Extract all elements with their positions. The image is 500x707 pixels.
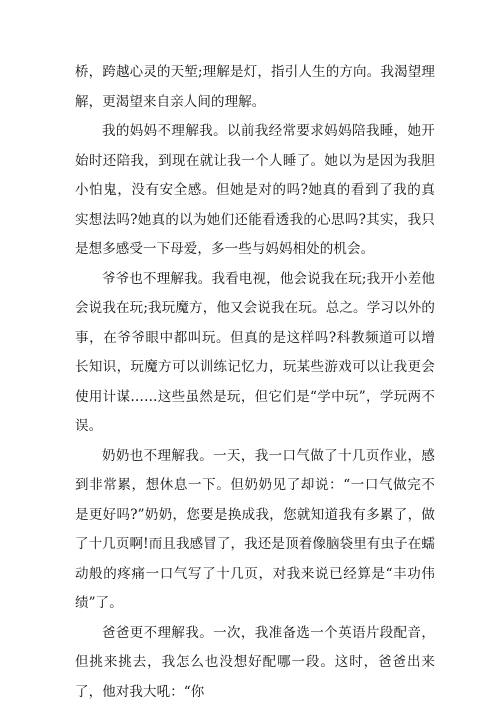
paragraph-4: 奶奶也不理解我。一天，我一口气做了十几页作业，感到非常累，想休息一下。但奶奶见了却说：“一口气做完不是更好吗?”奶奶，您要是换成我，您就知道我有多累了，做了十几页啊!而且我感冒了，我还是顶着像脑袋里有虫子在蠕动般的疼痛一口气写了十几页，对我来说已经算是“丰功伟绩”了。 xyxy=(75,442,435,619)
paragraph-3: 爷爷也不理解我。我看电视，他会说我在玩;我开小差他会说我在玩;我玩魔方，他又会说我在玩。总之。学习以外的事，在爷爷眼中都叫玩。但真的是这样吗?科教频道可以增长知识，玩魔方可以训练记忆力，玩某些游戏可以让我更会使用计谋……这些虽然是玩，但它们是“学中玩”，学玩两不误。 xyxy=(75,265,435,442)
paragraph-1: 桥，跨越心灵的天堑;理解是灯，指引人生的方向。我渴望理解，更渴望来自亲人间的理解。 xyxy=(75,58,435,117)
document-body xyxy=(75,58,435,707)
paragraph-5: 爸爸更不理解我。一次，我准备选一个英语片段配音，但挑来挑去，我怎么也没想好配哪一段。这时，爸爸出来了，他对我大吼：“你 xyxy=(75,619,435,707)
paragraph-2: 我的妈妈不理解我。以前我经常要求妈妈陪我睡，她开始时还陪我，到现在就让我一个人睡了。她以为是因为我胆小怕鬼，没有安全感。但她是对的吗?她真的看到了我的真实想法吗?她真的以为她们还能看透我的心思吗?其实，我只是想多感受一下母爱，多一些与妈妈相处的机会。 xyxy=(75,117,435,265)
